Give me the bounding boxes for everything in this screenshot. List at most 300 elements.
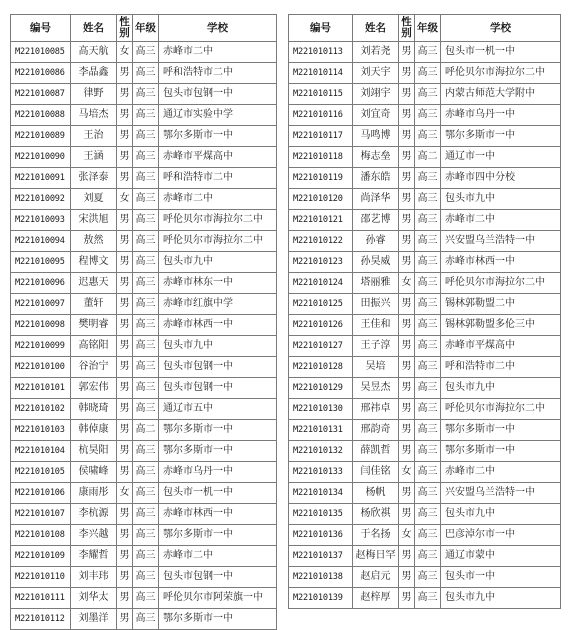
sex-cell: 男 [117,105,133,126]
student-name-cell: 邢韵奇 [353,420,399,441]
student-id-cell: M221010103 [11,420,71,441]
sex-cell: 男 [399,105,415,126]
student-name-cell: 尚泽华 [353,189,399,210]
student-id-cell: M221010137 [289,546,353,567]
student-name-cell: 于名扬 [353,525,399,546]
sex-cell: 男 [117,399,133,420]
sex-cell: 男 [117,126,133,147]
grade-cell: 高三 [415,462,441,483]
grade-cell: 高三 [133,483,159,504]
student-id-cell: M221010120 [289,189,353,210]
grade-cell: 高三 [415,441,441,462]
school-cell: 通辽市一中 [441,147,561,168]
student-name-cell: 韩晓琦 [71,399,117,420]
sex-cell: 女 [399,273,415,294]
grade-cell: 高三 [133,210,159,231]
sex-cell: 男 [117,588,133,609]
student-id-cell: M221010095 [11,252,71,273]
grade-cell: 高三 [133,441,159,462]
grade-cell: 高三 [415,588,441,609]
grade-cell: 高三 [415,126,441,147]
table-row [289,273,561,294]
student-id-cell: M221010139 [289,588,353,609]
school-cell: 赤峰市林西一中 [159,504,277,525]
grade-cell: 高三 [133,399,159,420]
school-cell: 呼伦贝尔市海拉尔二中 [159,210,277,231]
table-row [11,441,277,462]
student-id-cell: M221010129 [289,378,353,399]
school-cell: 包头市一机一中 [441,42,561,63]
sex-cell: 男 [117,294,133,315]
sex-cell: 男 [399,42,415,63]
table-row [289,378,561,399]
student-id-cell: M221010098 [11,315,71,336]
school-cell: 包头市九中 [441,378,561,399]
header-school: 学校 [159,15,277,42]
student-id-cell: M221010092 [11,189,71,210]
header-row [11,15,277,42]
school-cell: 锡林郭勒盟多伦三中 [441,315,561,336]
school-cell: 呼伦贝尔市海拉尔二中 [441,63,561,84]
student-id-cell: M221010087 [11,84,71,105]
table-row [11,609,277,630]
school-cell: 兴安盟乌兰浩特一中 [441,483,561,504]
sex-cell: 男 [399,147,415,168]
grade-cell: 高三 [415,483,441,504]
grade-cell: 高三 [415,84,441,105]
student-id-cell: M221010110 [11,567,71,588]
grade-cell: 高三 [133,252,159,273]
sex-cell: 女 [117,189,133,210]
student-name-cell: 王子淳 [353,336,399,357]
student-name-cell: 孙昊威 [353,252,399,273]
student-name-cell: 董轩 [71,294,117,315]
school-cell: 赤峰市林东一中 [159,273,277,294]
school-cell: 赤峰市乌丹一中 [159,462,277,483]
grade-cell: 高三 [415,294,441,315]
roster-table-left [10,14,277,630]
student-name-cell: 马鸣博 [353,126,399,147]
table-row [289,336,561,357]
sex-cell: 男 [117,462,133,483]
sex-cell: 女 [399,462,415,483]
school-cell: 赤峰市二中 [441,462,561,483]
sex-cell: 男 [117,357,133,378]
school-cell: 呼伦贝尔市海拉尔二中 [441,273,561,294]
header-grade: 年级 [133,15,159,42]
student-name-cell: 迟惠天 [71,273,117,294]
sex-cell: 男 [117,525,133,546]
student-name-cell: 刘丰玮 [71,567,117,588]
sex-cell: 男 [117,84,133,105]
student-id-cell: M221010090 [11,147,71,168]
table-row [11,420,277,441]
student-id-cell: M221010097 [11,294,71,315]
sex-cell: 男 [399,588,415,609]
grade-cell: 高三 [133,609,159,630]
table-row [11,63,277,84]
student-name-cell: 李耀哲 [71,546,117,567]
table-row [11,315,277,336]
sex-cell: 男 [117,147,133,168]
table-row [289,504,561,525]
student-id-cell: M221010123 [289,252,353,273]
student-id-cell: M221010089 [11,126,71,147]
grade-cell: 高三 [415,252,441,273]
sex-cell: 男 [117,567,133,588]
table-row [11,84,277,105]
student-name-cell: 律野 [71,84,117,105]
student-id-cell: M221010096 [11,273,71,294]
sex-cell: 男 [399,231,415,252]
grade-cell: 高三 [415,189,441,210]
table-row [289,315,561,336]
school-cell: 鄂尔多斯市一中 [159,525,277,546]
school-cell: 赤峰市二中 [159,546,277,567]
sex-cell: 男 [117,609,133,630]
school-cell: 包头市包钢一中 [159,378,277,399]
school-cell: 鄂尔多斯市一中 [441,126,561,147]
student-id-cell: M221010117 [289,126,353,147]
table-row [289,441,561,462]
table-row [11,567,277,588]
student-name-cell: 刘夏 [71,189,117,210]
table-row [11,252,277,273]
table-row [289,567,561,588]
school-cell: 赤峰市林西一中 [441,252,561,273]
student-name-cell: 李晶鑫 [71,63,117,84]
student-name-cell: 赵启元 [353,567,399,588]
student-id-cell: M221010125 [289,294,353,315]
table-row [289,483,561,504]
student-id-cell: M221010128 [289,357,353,378]
header-name: 姓名 [71,15,117,42]
school-cell: 内蒙古师范大学附中 [441,84,561,105]
student-id-cell: M221010106 [11,483,71,504]
student-id-cell: M221010127 [289,336,353,357]
grade-cell: 高三 [133,462,159,483]
student-id-cell: M221010105 [11,462,71,483]
student-name-cell: 康雨彤 [71,483,117,504]
school-cell: 赤峰市二中 [159,42,277,63]
student-id-cell: M221010122 [289,231,353,252]
student-name-cell: 闫佳铭 [353,462,399,483]
sex-cell: 男 [117,210,133,231]
school-cell: 呼和浩特市二中 [159,168,277,189]
grade-cell: 高三 [415,63,441,84]
student-id-cell: M221010108 [11,525,71,546]
grade-cell: 高三 [133,567,159,588]
table-row [11,504,277,525]
table-row [289,210,561,231]
table-row [289,126,561,147]
sex-cell: 男 [117,168,133,189]
grade-cell: 高三 [133,588,159,609]
table-row [289,525,561,546]
school-cell: 锡林郭勒盟二中 [441,294,561,315]
school-cell: 赤峰市四中分校 [441,168,561,189]
student-name-cell: 谷治宁 [71,357,117,378]
school-cell: 包头市一机一中 [159,483,277,504]
student-name-cell: 刘若尧 [353,42,399,63]
school-cell: 赤峰市平煤高中 [159,147,277,168]
grade-cell: 高三 [415,42,441,63]
student-name-cell: 侯啸峰 [71,462,117,483]
table-row [289,462,561,483]
sex-cell: 男 [399,420,415,441]
grade-cell: 高三 [133,84,159,105]
grade-cell: 高三 [133,315,159,336]
sex-cell: 男 [117,546,133,567]
student-name-cell: 邢祎卓 [353,399,399,420]
school-cell: 通辽市蒙中 [441,546,561,567]
student-id-cell: M221010131 [289,420,353,441]
grade-cell: 高三 [415,210,441,231]
student-id-cell: M221010126 [289,315,353,336]
school-cell: 赤峰市平煤高中 [441,336,561,357]
grade-cell: 高三 [415,420,441,441]
school-cell: 呼伦贝尔市海拉尔二中 [441,399,561,420]
student-name-cell: 刘天宇 [353,63,399,84]
grade-cell: 高三 [415,315,441,336]
school-cell: 通辽市五中 [159,399,277,420]
grade-cell: 高三 [415,273,441,294]
sex-cell: 男 [117,420,133,441]
student-name-cell: 孙睿 [353,231,399,252]
sex-cell: 男 [399,210,415,231]
student-id-cell: M221010113 [289,42,353,63]
student-id-cell: M221010112 [11,609,71,630]
student-name-cell: 刘墨洋 [71,609,117,630]
student-name-cell: 梅志垒 [353,147,399,168]
grade-cell: 高三 [133,168,159,189]
grade-cell: 高三 [415,357,441,378]
school-cell: 鄂尔多斯市一中 [159,126,277,147]
sex-cell: 男 [399,357,415,378]
student-id-cell: M221010124 [289,273,353,294]
sex-cell: 男 [117,441,133,462]
sex-cell: 女 [117,483,133,504]
sex-cell: 女 [117,42,133,63]
student-id-cell: M221010104 [11,441,71,462]
table-row [289,252,561,273]
grade-cell: 高三 [133,42,159,63]
table-row [11,483,277,504]
grade-cell: 高三 [415,399,441,420]
student-name-cell: 马培杰 [71,105,117,126]
roster-table-right [288,14,561,609]
school-cell: 包头市九中 [441,189,561,210]
student-name-cell: 赵梓厚 [353,588,399,609]
grade-cell: 高三 [133,378,159,399]
table-row [289,546,561,567]
table-row [11,126,277,147]
table-row [289,105,561,126]
grade-cell: 高三 [415,504,441,525]
school-cell: 巴彦淖尔市一中 [441,525,561,546]
student-name-cell: 杭昊阳 [71,441,117,462]
grade-cell: 高三 [415,525,441,546]
sex-cell: 男 [117,63,133,84]
table-row [11,231,277,252]
table-row [11,462,277,483]
sex-cell: 男 [399,294,415,315]
grade-cell: 高三 [415,378,441,399]
student-id-cell: M221010109 [11,546,71,567]
student-name-cell: 王治 [71,126,117,147]
student-id-cell: M221010132 [289,441,353,462]
student-id-cell: M221010101 [11,378,71,399]
header-school: 学校 [441,15,561,42]
student-name-cell: 潘东皓 [353,168,399,189]
sex-cell: 男 [117,273,133,294]
school-cell: 兴安盟乌兰浩特一中 [441,231,561,252]
table-row [289,357,561,378]
student-id-cell: M221010116 [289,105,353,126]
header-id: 编号 [11,15,71,42]
grade-cell: 高三 [133,126,159,147]
sex-cell: 男 [399,63,415,84]
table-row [11,336,277,357]
grade-cell: 高三 [133,189,159,210]
student-name-cell: 刘华太 [71,588,117,609]
student-id-cell: M221010118 [289,147,353,168]
student-name-cell: 宋洪旭 [71,210,117,231]
header-sex: 性别 [399,15,415,42]
table-row [11,147,277,168]
school-cell: 包头市九中 [159,336,277,357]
table-row [289,231,561,252]
sex-cell: 男 [399,504,415,525]
header-row [289,15,561,42]
school-cell: 通辽市实验中学 [159,105,277,126]
grade-cell: 高三 [133,357,159,378]
grade-cell: 高三 [415,567,441,588]
student-name-cell: 杨欣祺 [353,504,399,525]
grade-cell: 高三 [133,147,159,168]
sex-cell: 男 [399,168,415,189]
school-cell: 赤峰市二中 [159,189,277,210]
table-row [11,189,277,210]
grade-cell: 高三 [133,105,159,126]
table-row [289,63,561,84]
student-name-cell: 李杭源 [71,504,117,525]
school-cell: 包头市九中 [441,504,561,525]
table-row [289,420,561,441]
grade-cell: 高三 [133,63,159,84]
grade-cell: 高三 [415,168,441,189]
student-name-cell: 薛凯哲 [353,441,399,462]
grade-cell: 高三 [415,231,441,252]
student-id-cell: M221010130 [289,399,353,420]
sex-cell: 男 [399,546,415,567]
student-name-cell: 赵梅日罕 [353,546,399,567]
sex-cell: 男 [399,336,415,357]
table-row [289,399,561,420]
header-sex: 性别 [117,15,133,42]
grade-cell: 高三 [415,336,441,357]
student-name-cell: 张泽泰 [71,168,117,189]
sex-cell: 男 [117,336,133,357]
school-cell: 鄂尔多斯市一中 [159,609,277,630]
school-cell: 包头市九中 [159,252,277,273]
school-cell: 鄂尔多斯市一中 [441,420,561,441]
student-name-cell: 王涵 [71,147,117,168]
student-id-cell: M221010099 [11,336,71,357]
student-id-cell: M221010111 [11,588,71,609]
student-name-cell: 敖然 [71,231,117,252]
student-name-cell: 李兴越 [71,525,117,546]
grade-cell: 高三 [133,273,159,294]
school-cell: 包头市包钢一中 [159,357,277,378]
sex-cell: 男 [399,441,415,462]
school-cell: 包头市一中 [441,567,561,588]
school-cell: 呼伦贝尔市海拉尔二中 [159,231,277,252]
table-row [289,294,561,315]
sex-cell: 男 [117,252,133,273]
table-row [289,84,561,105]
table-row [11,42,277,63]
table-row [289,168,561,189]
table-row [11,546,277,567]
student-name-cell: 吴昱杰 [353,378,399,399]
school-cell: 鄂尔多斯市一中 [159,441,277,462]
school-cell: 赤峰市林西一中 [159,315,277,336]
grade-cell: 高三 [415,105,441,126]
sex-cell: 男 [117,231,133,252]
grade-cell: 高二 [133,420,159,441]
sex-cell: 男 [117,315,133,336]
grade-cell: 高三 [133,504,159,525]
student-id-cell: M221010138 [289,567,353,588]
table-row [11,378,277,399]
student-name-cell: 高铭阳 [71,336,117,357]
table-row [11,357,277,378]
table-row [11,525,277,546]
grade-cell: 高三 [133,525,159,546]
table-row [11,168,277,189]
student-name-cell: 田振兴 [353,294,399,315]
school-cell: 鄂尔多斯市一中 [441,441,561,462]
table-row [11,105,277,126]
student-id-cell: M221010136 [289,525,353,546]
sex-cell: 男 [399,567,415,588]
grade-cell: 高三 [133,294,159,315]
student-id-cell: M221010085 [11,42,71,63]
table-row [289,147,561,168]
table-row [11,210,277,231]
sex-cell: 男 [117,378,133,399]
student-id-cell: M221010094 [11,231,71,252]
student-id-cell: M221010088 [11,105,71,126]
student-name-cell: 杨帆 [353,483,399,504]
student-id-cell: M221010134 [289,483,353,504]
grade-cell: 高三 [133,231,159,252]
student-name-cell: 刘宜奇 [353,105,399,126]
table-row [289,42,561,63]
sex-cell: 男 [399,189,415,210]
header-id: 编号 [289,15,353,42]
sex-cell: 男 [399,84,415,105]
student-id-cell: M221010119 [289,168,353,189]
student-id-cell: M221010107 [11,504,71,525]
table-row [11,273,277,294]
student-id-cell: M221010121 [289,210,353,231]
school-cell: 赤峰市红旗中学 [159,294,277,315]
student-name-cell: 高天航 [71,42,117,63]
school-cell: 赤峰市乌丹一中 [441,105,561,126]
header-name: 姓名 [353,15,399,42]
